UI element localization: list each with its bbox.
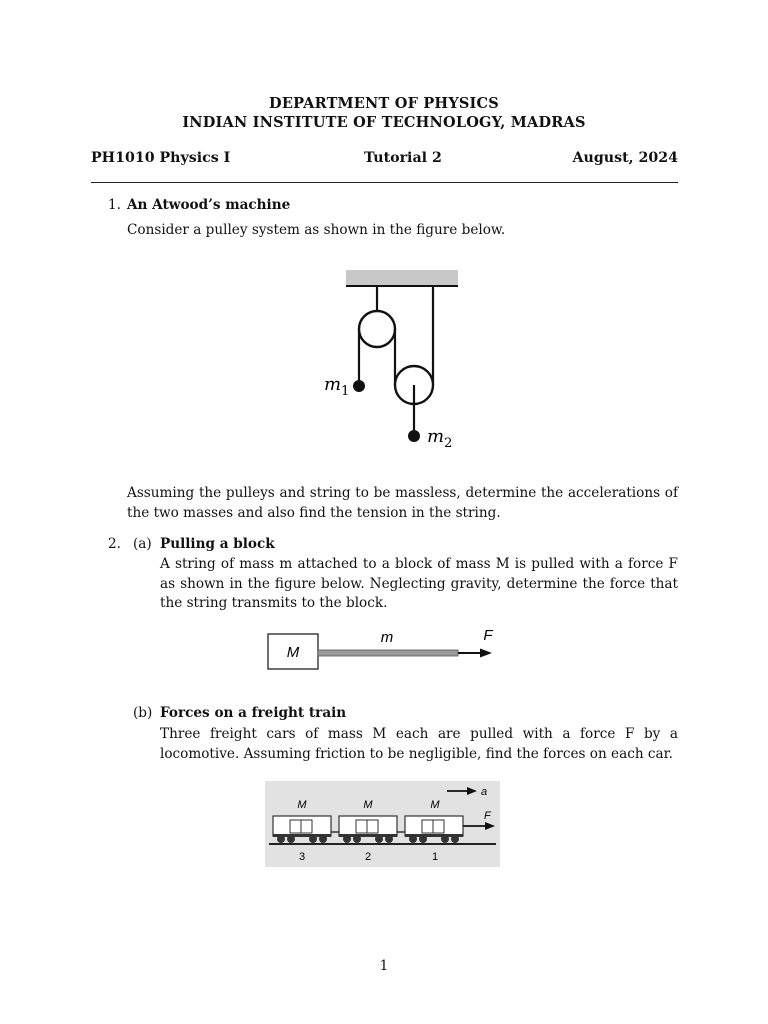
- car3-mass-label: M: [297, 799, 307, 811]
- q2b-title: Forces on a freight train: [160, 705, 347, 721]
- q1-body: Assuming the pulleys and string to be massless, determine the accelerations of the two masses and also find the tension in the string.: [127, 485, 678, 521]
- q2b-label: (b): [133, 705, 153, 721]
- q1-number: 1.: [108, 197, 121, 213]
- pulling-block-figure: [262, 624, 502, 676]
- ceiling: [346, 270, 458, 286]
- car2-mass-label: M: [363, 799, 373, 811]
- header-rule: [91, 182, 678, 183]
- q2a-body: A string of mass m attached to a block of mass M is pulled with a force F as shown in the figure below. Neglecting gravity, determine the force that the string transmits to the block.: [160, 556, 678, 611]
- m2-label: $m_2$: [427, 426, 453, 451]
- car1-mass-label: M: [430, 799, 440, 811]
- freight-train-figure: [265, 781, 500, 867]
- upper-pulley: [359, 311, 395, 347]
- institute-heading: INDIAN INSTITUTE OF TECHNOLOGY, MADRAS: [182, 114, 586, 131]
- string-rope: [318, 650, 458, 656]
- mass-m2: [408, 430, 420, 442]
- department-heading: DEPARTMENT OF PHYSICS: [269, 95, 499, 112]
- string-mass-label: m: [380, 629, 394, 646]
- q2a-label: (a): [133, 536, 152, 552]
- q1-title: An Atwood’s machine: [127, 197, 291, 213]
- atwood-machine-figure: [300, 262, 490, 457]
- q2a-title: Pulling a block: [160, 536, 275, 552]
- force-label: F: [483, 627, 493, 644]
- car2-number: 2: [364, 851, 372, 863]
- car1-number: 1: [431, 851, 439, 863]
- q2-number: 2.: [108, 536, 121, 552]
- pull-force-label: F: [484, 810, 491, 822]
- q1-intro: Consider a pulley system as shown in the figure below.: [127, 222, 506, 238]
- tutorial-date: August, 2024: [572, 150, 678, 166]
- course-code: PH1010 Physics I: [91, 150, 231, 166]
- mass-m1: [353, 380, 365, 392]
- page-number: 1: [379, 958, 389, 974]
- force-arrow-icon: [480, 649, 492, 658]
- tutorial-title: Tutorial 2: [364, 150, 442, 166]
- car3-number: 3: [298, 851, 306, 863]
- accel-label: a: [481, 786, 488, 798]
- q2b-body: Three freight cars of mass M each are pulled with a force F by a locomotive. Assuming friction to be negligible, find the forces on each car.: [160, 726, 678, 762]
- block-label: M: [286, 644, 300, 661]
- m1-label: $m_1$: [324, 374, 350, 399]
